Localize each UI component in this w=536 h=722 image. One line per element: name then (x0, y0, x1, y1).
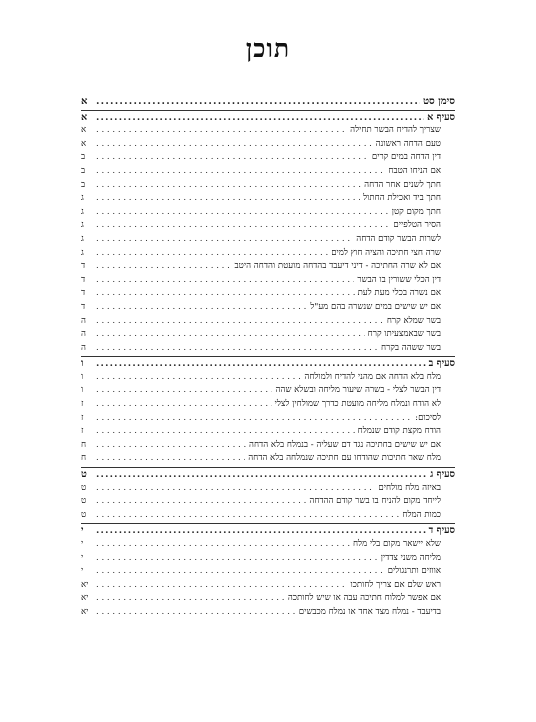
entry-page: ד (81, 261, 86, 272)
toc-entry-row[interactable] (81, 315, 455, 329)
dot-leader (96, 260, 232, 274)
entry-page: ג (81, 220, 84, 231)
dot-leader (96, 138, 373, 152)
toc-entry-row[interactable] (81, 384, 455, 398)
dot-leader (96, 287, 355, 301)
toc-entry-row[interactable] (81, 425, 455, 439)
dot-leader (96, 425, 355, 439)
siman-label: סימן סט (423, 96, 455, 107)
dot-leader (96, 606, 296, 620)
toc-entry-row[interactable] (81, 552, 455, 566)
section-page: י (81, 525, 84, 537)
dot-leader (96, 398, 272, 412)
toc-entry-row[interactable] (81, 482, 455, 496)
entry-page: ד (81, 274, 86, 285)
entry-label: חתך לשנים אחר הדחה (364, 179, 441, 190)
entry-page: א (81, 125, 87, 136)
entry-page: ה (81, 342, 86, 353)
dot-leader (96, 274, 354, 288)
dot-leader (96, 371, 301, 385)
entry-label: אם יש שישים במים שנשרה בהם מע"ל (310, 301, 441, 312)
dot-leader (96, 565, 385, 579)
toc-entry-row[interactable] (81, 301, 455, 315)
entry-label: שלא יישאר מקום בלי מלח (352, 539, 441, 549)
entry-label: אם לא שרה החתיכה - דיני דיעבד בהדחה מועטת והדחה היטב (234, 261, 441, 272)
toc-entry-row[interactable] (81, 452, 455, 466)
dot-leader (96, 439, 246, 453)
dot-leader (96, 315, 384, 329)
entry-page: ה (81, 329, 86, 340)
entry-page: ד (81, 288, 86, 299)
entry-label: הודח מקצת קודם שנמלח (357, 426, 441, 437)
toc-entry-row[interactable] (81, 606, 455, 620)
entry-page: יא (81, 579, 89, 590)
entry-label: חתך ביד ואכילת החתול (363, 193, 441, 204)
entry-page: י (81, 539, 84, 549)
dot-leader (96, 95, 420, 109)
section-label: סעיף ב (428, 358, 455, 370)
entry-page: ח (81, 453, 87, 464)
entry-label: טעם הדחה ראשונה (375, 138, 441, 149)
entry-label: לסיכום: (415, 412, 441, 423)
entry-page: א (81, 138, 87, 149)
toc-entry-row[interactable] (81, 206, 455, 220)
entry-page: ד (81, 301, 86, 312)
entry-label: מליחה משני צדדין (380, 552, 441, 563)
dot-leader (96, 124, 347, 138)
toc-sections (81, 111, 455, 620)
toc-entry-row[interactable] (81, 124, 455, 138)
dot-leader (96, 592, 285, 606)
table-of-contents (81, 95, 455, 620)
toc-entry-row[interactable] (81, 439, 455, 453)
entry-page: ז (81, 412, 84, 423)
toc-entry-row[interactable] (81, 219, 455, 233)
dot-leader (96, 192, 360, 206)
entry-label: מלח שאר חתיכות שהודחו עם חתיכה שנמלחה בלא הדחה (248, 453, 441, 464)
entry-label: הסיר הטלפיים (393, 220, 441, 231)
toc-entry-row[interactable] (81, 260, 455, 274)
entry-page: ג (81, 247, 84, 258)
entry-page: ז (81, 426, 84, 437)
toc-entry-row[interactable] (81, 538, 455, 552)
entry-label: אווזים ותרנגולים (387, 566, 441, 577)
toc-entry-row[interactable] (81, 412, 455, 426)
entry-page: ה (81, 315, 86, 326)
entry-page: יא (81, 593, 89, 604)
toc-section-row[interactable] (81, 524, 455, 538)
entry-label: אם הניחו הטבח (388, 165, 441, 176)
section-page: ו (81, 358, 84, 370)
dot-leader (96, 482, 375, 496)
entry-page: ג (81, 233, 84, 244)
dot-leader (96, 111, 424, 125)
toc-entry-row[interactable] (81, 495, 455, 509)
entry-label: ראש שלם אם צריך לחותכו (350, 579, 441, 590)
entry-page: ב (81, 152, 86, 163)
toc-section-row[interactable] (81, 111, 455, 125)
section-label: סעיף א (427, 111, 455, 123)
entry-label: לשרות הבשר קודם הדחה (356, 233, 441, 244)
dot-leader (96, 342, 378, 356)
entry-label: דין הבשר לצלי - בשרה שיעור מליחה ובשלא שהה (275, 385, 441, 396)
entry-page: ג (81, 193, 84, 204)
dot-leader (96, 301, 307, 315)
entry-label: לייחד מקום להניח בו בשר קודם ההדחה (309, 496, 441, 507)
toc-siman-row[interactable] (81, 95, 455, 109)
entry-label: באיזה מלח מולחים (378, 482, 441, 493)
dot-leader (96, 509, 399, 523)
entry-label: חתך מקום קטן (391, 206, 441, 217)
dot-leader (96, 179, 361, 193)
entry-label: אם יש שישים בחתיכה נגד דם שעליה - בנמלח בלא הדחה (249, 439, 441, 450)
toc-entry-row[interactable] (81, 247, 455, 261)
toc-entry-row[interactable] (81, 274, 455, 288)
dot-leader (96, 495, 306, 509)
dot-leader (96, 468, 427, 482)
entry-page: יא (81, 606, 89, 617)
entry-label: אם אפשר למלוח חתיכה עבה או שיש לחותכה (287, 593, 441, 604)
toc-entry-row[interactable] (81, 151, 455, 165)
dot-leader (96, 552, 378, 566)
entry-label: בדיעבד - נמלח מצד אחד או נמלח מכבשים (298, 606, 441, 617)
toc-entry-row[interactable] (81, 138, 455, 152)
toc-entry-row[interactable] (81, 579, 455, 593)
toc-entry-row[interactable] (81, 371, 455, 385)
entry-page: ג (81, 206, 84, 217)
entry-label: שרה חצי חתיכה והציה חוץ למים (331, 247, 441, 258)
entry-page: ט (81, 496, 87, 507)
dot-leader (96, 452, 245, 466)
toc-entry-row[interactable] (81, 179, 455, 193)
dot-leader (96, 151, 369, 165)
toc-entry-row[interactable] (81, 233, 455, 247)
toc-entry-row[interactable] (81, 398, 455, 412)
dot-leader (96, 579, 347, 593)
entry-page: ט (81, 509, 87, 520)
entry-page: ב (81, 165, 86, 176)
toc-entry-row[interactable] (81, 565, 455, 579)
entry-page: ו (81, 371, 84, 382)
toc-entry-row[interactable] (81, 328, 455, 342)
entry-label: כמות המלח (402, 509, 441, 520)
entry-page: ח (81, 439, 87, 450)
entry-label: מלח בלא הדחה אם מהני להדיח ולמולחה (304, 371, 441, 382)
entry-page: ז (81, 399, 84, 410)
dot-leader (96, 412, 412, 426)
entry-label: בשר ששהה בקרח (380, 342, 441, 353)
entry-label: שצריך להדיח הבשר תחילה (350, 125, 441, 136)
toc-entry-row[interactable] (81, 165, 455, 179)
siman-page: א (81, 96, 88, 107)
section-label: סעיף ד (428, 525, 455, 537)
entry-label: בשר שבאמצעיתו קרח (367, 329, 441, 340)
dot-leader (96, 538, 350, 552)
entry-page: ב (81, 179, 86, 190)
entry-page: י (81, 566, 84, 577)
dot-leader (96, 165, 385, 179)
dot-leader (96, 206, 389, 220)
dot-leader (96, 247, 328, 261)
entry-label: דין הדחה במים קרים (371, 152, 441, 163)
toc-section-row[interactable] (81, 357, 455, 371)
toc-entry-row[interactable] (81, 509, 455, 523)
dot-leader (96, 219, 390, 233)
entry-label: לא הודח ונמלח מליחה מועטת כדרך שמולחין לצלי (274, 399, 441, 410)
toc-entry-row[interactable] (81, 342, 455, 356)
toc-section-row[interactable] (81, 468, 455, 482)
dot-leader (96, 357, 426, 371)
section-page: א (81, 111, 88, 123)
entry-label: אם נשרה בכלי מעת לעת (357, 288, 441, 299)
toc-entry-row[interactable] (81, 192, 455, 206)
dot-leader (96, 384, 272, 398)
dot-leader (96, 328, 365, 342)
entry-label: בשר שמלא קרח (386, 315, 441, 326)
dot-leader (96, 524, 426, 538)
section-page: ט (81, 469, 87, 481)
dot-leader (96, 233, 353, 247)
toc-entry-row[interactable] (81, 287, 455, 301)
entry-page: ו (81, 385, 84, 396)
section-label: סעיף ג (430, 469, 455, 481)
page-title: תוכן (245, 34, 291, 63)
toc-entry-row[interactable] (81, 592, 455, 606)
entry-label: דין הכלי ששורין בו הבשר (357, 274, 441, 285)
entry-page: ט (81, 482, 87, 493)
entry-page: י (81, 552, 84, 563)
